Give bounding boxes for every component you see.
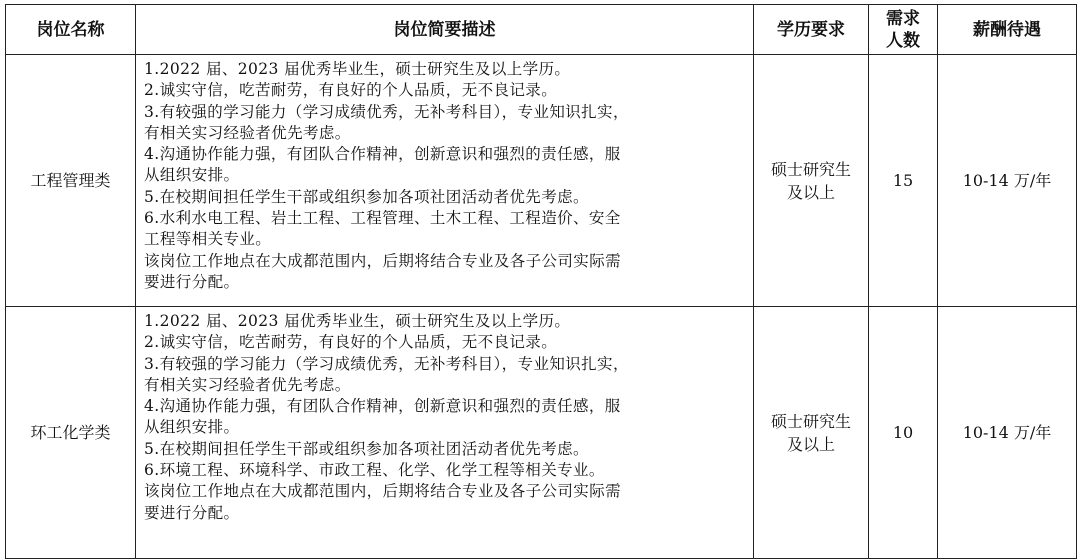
headcount-cell: 10: [869, 307, 938, 559]
description-line: 2.诚实守信，吃苦耐劳，有良好的个人品质，无不良记录。: [144, 81, 558, 100]
description-line: 从组织安排。: [144, 166, 240, 185]
position-description-cell: [136, 55, 754, 307]
description-line: 2.诚实守信，吃苦耐劳，有良好的个人品质，无不良记录。: [144, 333, 558, 352]
description-line: 该岗位工作地点在大成都范围内，后期将结合专业及各子公司实际需: [144, 251, 622, 270]
education-line2: 及以上: [786, 434, 835, 454]
header-headcount: [869, 5, 938, 55]
header-headcount-line1: 需求: [886, 8, 920, 29]
header-row: [6, 5, 1077, 55]
education-cell: [754, 307, 869, 559]
description-line: 要进行分配。: [144, 503, 240, 522]
header-education-requirement: 学历要求: [754, 5, 869, 55]
education-line1: 硕士研究生: [770, 411, 851, 431]
description-line: 有相关实习经验者优先考虑。: [144, 375, 351, 394]
job-requirements-table: [5, 4, 1077, 559]
table-row: [6, 307, 1077, 559]
description-line: 有相关实习经验者优先考虑。: [144, 123, 351, 142]
header-position-name: 岗位名称: [6, 5, 136, 55]
description-line: 4.沟通协作能力强，有团队合作精神，创新意识和强烈的责任感，服: [144, 145, 621, 164]
description-line: 1.2022 届、2023 届优秀毕业生，硕士研究生及以上学历。: [144, 312, 571, 330]
salary-cell: 10-14 万/年: [938, 55, 1077, 307]
position-name-cell: 环工化学类: [6, 307, 136, 559]
description-line: 4.沟通协作能力强，有团队合作精神，创新意识和强烈的责任感，服: [144, 397, 621, 416]
description-line: 6.环境工程、环境科学、市政工程、化学、化学工程等相关专业。: [144, 461, 605, 480]
description-line: 6.水利水电工程、岩土工程、工程管理、土木工程、工程造价、安全: [144, 209, 621, 228]
description-line: 工程等相关专业。: [144, 230, 272, 249]
description-line: 从组织安排。: [144, 418, 240, 437]
education-line1: 硕士研究生: [770, 159, 851, 179]
education-cell: [754, 55, 869, 307]
description-line: 该岗位工作地点在大成都范围内，后期将结合专业及各子公司实际需: [144, 482, 622, 501]
education-line2: 及以上: [786, 182, 835, 202]
position-name-cell: 工程管理类: [6, 55, 136, 307]
table-row: [6, 55, 1077, 307]
description-line: 1.2022 届、2023 届优秀毕业生，硕士研究生及以上学历。: [144, 60, 571, 78]
description-line: 要进行分配。: [144, 272, 240, 291]
description-line: 3.有较强的学习能力（学习成绩优秀，无补考科目），专业知识扎实，: [144, 102, 629, 121]
position-description-cell: [136, 307, 754, 559]
description-line: 5.在校期间担任学生干部或组织参加各项社团活动者优先考虑。: [144, 439, 589, 458]
description-line: 5.在校期间担任学生干部或组织参加各项社团活动者优先考虑。: [144, 187, 589, 206]
header-salary: 薪酬待遇: [938, 5, 1077, 55]
headcount-cell: 15: [869, 55, 938, 307]
salary-cell: 10-14 万/年: [938, 307, 1077, 559]
header-position-description: 岗位简要描述: [136, 5, 754, 55]
header-headcount-line2: 人数: [886, 30, 920, 51]
description-line: 3.有较强的学习能力（学习成绩优秀，无补考科目），专业知识扎实，: [144, 354, 629, 373]
